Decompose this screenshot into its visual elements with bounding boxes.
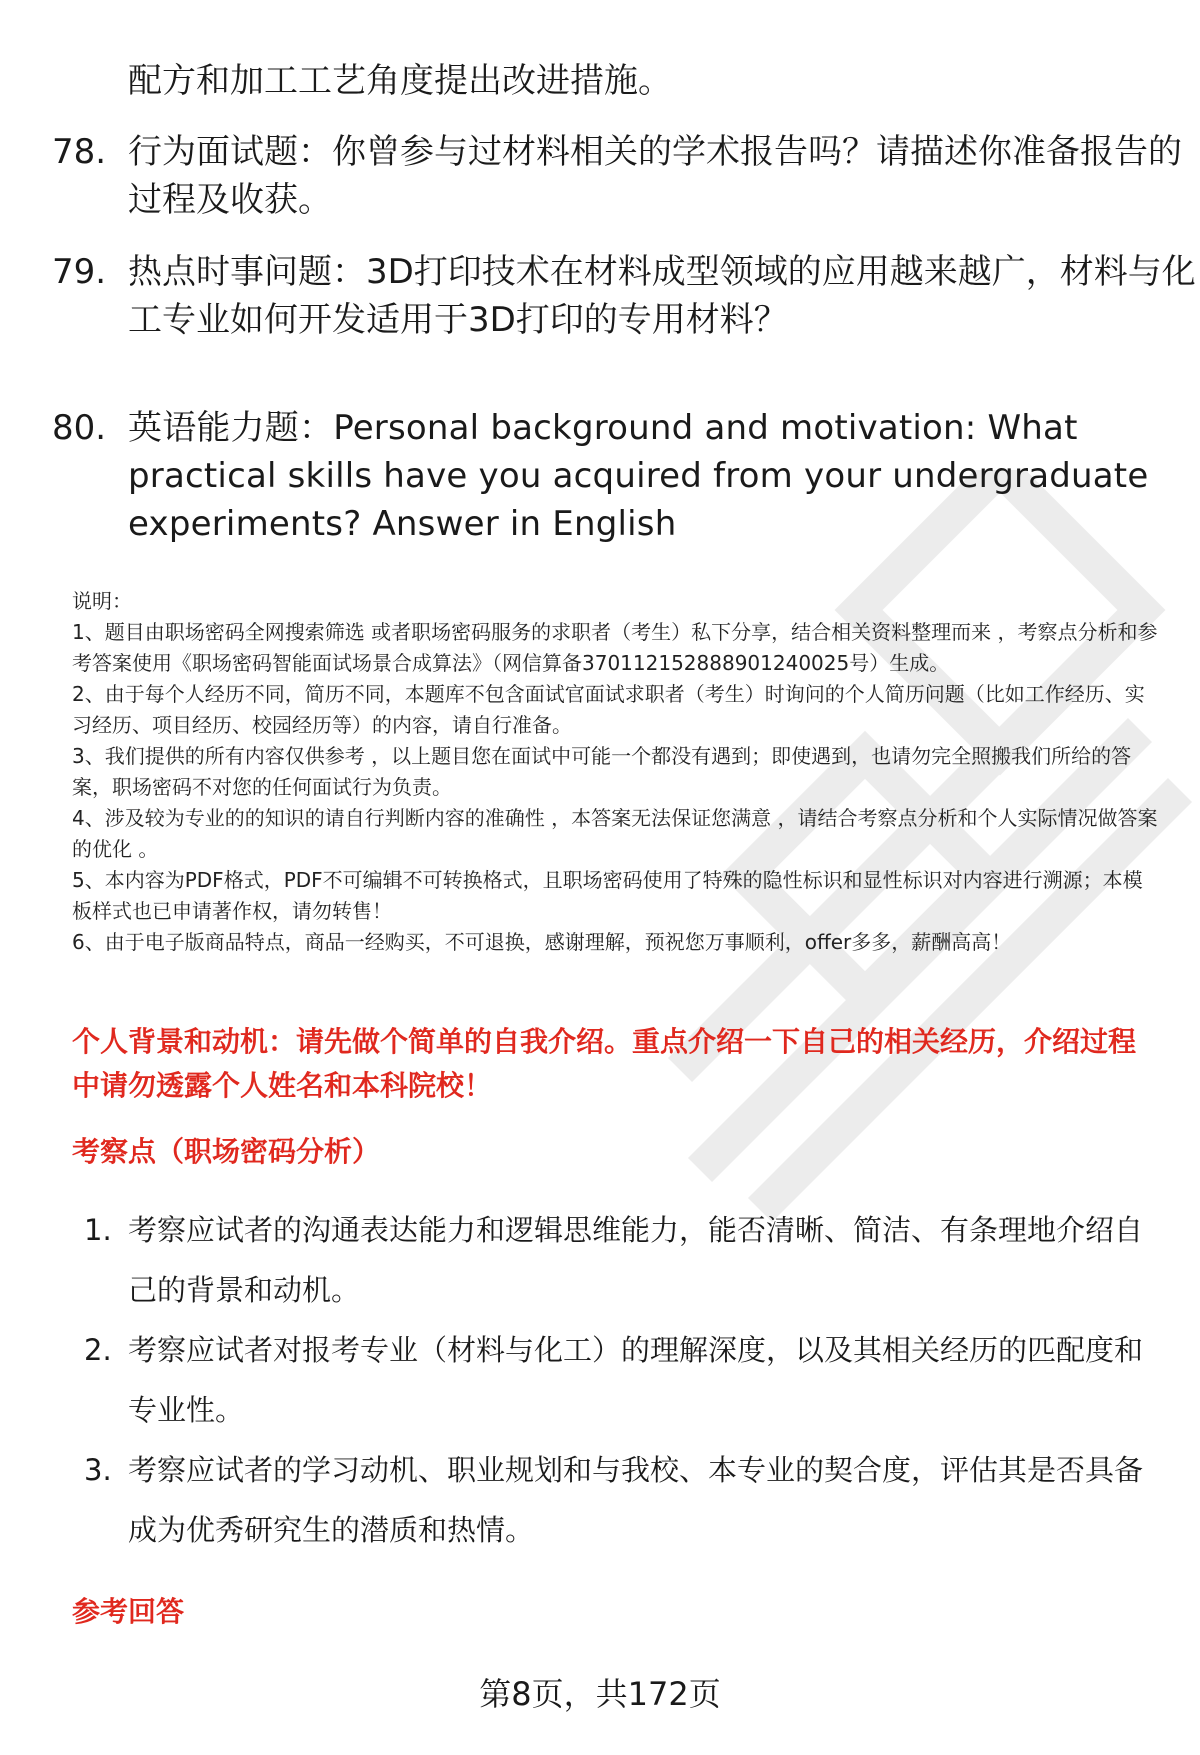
note-item: 2、由于每个人经历不同，简历不同，本题库不包含面试官面试求职者（考生）时询问的个人简历问题（比如工作经历、实习经历、项目经历、校园经历等）的内容，请自行准备。 — [72, 682, 1145, 737]
notes-title: 说明： — [72, 589, 132, 613]
note-item: 1、题目由职场密码全网搜索筛选 或者职场密码服务的求职者（考生）私下分享，结合相关资料整理而来 ，考察点分析和参考答案使用《职场密码智能面试场景合成算法》（网信算备370112152888901240025号）生成。 — [72, 620, 1158, 675]
question-item — [52, 248, 1196, 344]
point-text: 考察应试者的沟通表达能力和逻辑思维能力，能否清晰、简洁、有条理地介绍自己的背景和动机。 — [128, 1213, 1144, 1307]
point-text: 考察应试者的学习动机、职业规划和与我校、本专业的契合度，评估其是否具备成为优秀研究生的潜质和热情。 — [128, 1453, 1144, 1547]
answer-heading: 参考回答 — [72, 1595, 185, 1628]
point-text: 考察应试者对报考专业（材料与化工）的理解深度，以及其相关经历的匹配度和专业性。 — [128, 1333, 1144, 1427]
note-item: 3、我们提供的所有内容仅供参考 ，以上题目您在面试中可能一个都没有遇到；即使遇到，也请勿完全照搬我们所给的答案，职场密码不对您的任何面试行为负责。 — [72, 744, 1132, 799]
note-item: 5、本内容为PDF格式，PDF不可编辑不可转换格式，且职场密码使用了特殊的隐性标识和显性标识对内容进行溯源；本模板样式也已申请著作权，请勿转售！ — [72, 868, 1143, 923]
list-item — [84, 1440, 1164, 1560]
notes-section — [72, 586, 1162, 958]
point-number: 1. — [84, 1213, 112, 1247]
question-text: 热点时事问题：3D打印技术在材料成型领域的应用越来越广，材料与化工专业如何开发适用于3D打印的专用材料？ — [128, 252, 1196, 340]
note-item: 4、涉及较为专业的的知识的请自行判断内容的准确性 ，本答案无法保证您满意 ，请结合考察点分析和个人实际情况做答案的优化 。 — [72, 806, 1158, 861]
question-number: 80. — [52, 408, 107, 448]
page-footer: 第8页，共172页 — [479, 1675, 721, 1713]
list-item — [84, 1200, 1164, 1320]
question-text: 英语能力题：Personal background and motivation: What practical skills have you acquired from your undergraduate experiments? Answer in English — [128, 408, 1149, 544]
analysis-points-list — [84, 1200, 1164, 1560]
question-item — [52, 404, 1152, 548]
analysis-heading: 考察点（职场密码分析） — [72, 1135, 381, 1168]
question-item — [52, 128, 1182, 224]
question-number: 78. — [52, 132, 107, 172]
question-heading: 个人背景和动机：请先做个简单的自我介绍。重点介绍一下自己的相关经历，介绍过程中请勿透露个人姓名和本科院校！ — [72, 1025, 1137, 1102]
note-item: 6、由于电子版商品特点，商品一经购买，不可退换，感谢理解，预祝您万事顺利，offer多多，薪酬高高！ — [72, 930, 1012, 954]
question-number: 79. — [52, 252, 107, 292]
question-continuation: 配方和加工工艺角度提出改进措施。 — [128, 61, 672, 101]
list-item — [84, 1320, 1164, 1440]
point-number: 3. — [84, 1453, 112, 1487]
question-text: 行为面试题：你曾参与过材料相关的学术报告吗？请描述你准备报告的过程及收获。 — [128, 132, 1182, 220]
point-number: 2. — [84, 1333, 112, 1367]
